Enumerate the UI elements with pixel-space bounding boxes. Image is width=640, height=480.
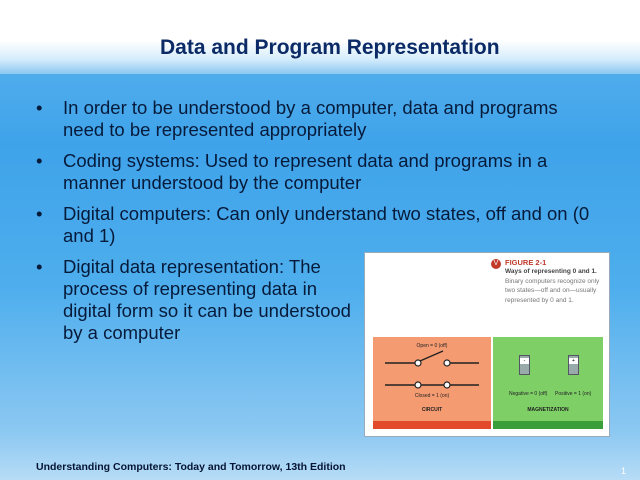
switch-icon [373,349,491,409]
bullet-text: Digital data representation: The process of representing data in digital form so it can be understood by a computer [63,256,351,343]
bullet-text: Coding systems: Used to represent data and programs in a manner understood by the computer [63,150,548,193]
bullet-dot: • [36,203,43,224]
footer-text: Understanding Computers: Today and Tomorrow, 13th Edition [36,461,346,473]
magnet-negative-icon [519,355,530,375]
figure-badge-icon: V [491,259,501,269]
bullet-dot: • [36,256,43,277]
circuit-label: CIRCUIT [421,407,443,413]
figure-caption-bold: Ways of representing 0 and 1. [505,268,597,275]
minus-icon: - [520,358,529,364]
figure-label: FIGURE 2-1 [505,258,547,267]
bullet-dot: • [36,150,43,171]
bullet-text: Digital computers: Can only understand two states, off and on (0 and 1) [63,203,590,246]
bullet-dot: • [36,97,43,118]
circuit-panel [373,337,491,429]
bullet-item [36,97,596,141]
bullet-item [36,203,596,247]
open-label: Open = 0 (off) [416,343,448,349]
slide-title: Data and Program Representation [160,36,500,59]
magnetization-panel [493,337,603,429]
binary-figure [364,252,610,437]
figure-caption [505,267,605,305]
negative-label: Negative = 0 (off) [509,391,548,397]
closed-label: Closed = 1 (on) [414,393,450,399]
bullet-text: In order to be understood by a computer, data and programs need to be represented appropriately [63,97,558,140]
figure-caption-text: Binary computers recognize only two states—off and on—usually represented by 0 and 1. [505,277,600,304]
page-number: 1 [621,466,627,476]
magnet-positive-icon [568,355,579,375]
positive-label: Positive = 1 (on) [555,391,592,397]
plus-icon: + [569,358,578,364]
bullet-item [36,150,596,194]
bullet-item [36,256,363,344]
magnetization-label: MAGNETIZATION [527,407,569,413]
